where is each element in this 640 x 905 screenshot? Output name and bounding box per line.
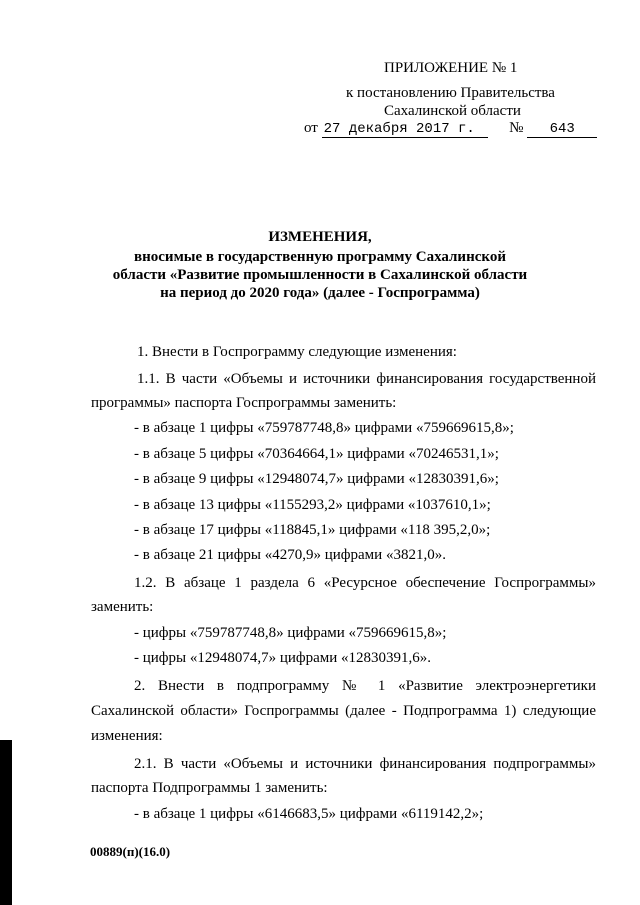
scan-edge-shadow (0, 740, 12, 905)
list-item-8: - цифры «12948074,7» цифрами «12830391,6». (134, 650, 432, 666)
doc-title-line2: вносимые в государственную программу Сахалинской (134, 249, 506, 265)
paragraph-1: 1. Внести в Госпрограмму следующие изменения: (137, 344, 457, 360)
paragraph-1-1-line1: 1.1. В части «Объемы и источники финансирования государственной (137, 371, 596, 387)
list-item-9: - в абзаце 1 цифры «6146683,5» цифрами «6119142,2»; (134, 806, 484, 822)
paragraph-2-line1: 2. Внести в подпрограмму № 1 «Развитие электроэнергетики (134, 678, 596, 694)
list-item-1: - в абзаце 1 цифры «759787748,8» цифрами «759669615,8»; (134, 420, 514, 436)
number-value: 643 (527, 121, 597, 138)
list-item-4: - в абзаце 13 цифры «1155293,2» цифрами «1037610,1»; (134, 497, 491, 513)
list-item-7: - цифры «759787748,8» цифрами «759669615,8»; (134, 625, 447, 641)
paragraph-1-1-line2: программы» паспорта Госпрограммы заменить: (91, 395, 397, 411)
document-code: 00889(п)(16.0) (90, 844, 171, 859)
list-item-2: - в абзаце 5 цифры «70364664,1» цифрами «70246531,1»; (134, 446, 499, 462)
list-item-5: - в абзаце 17 цифры «118845,1» цифрами «118 395,2,0»; (134, 522, 491, 538)
paragraph-2-line2: Сахалинской области» Госпрограммы (далее - Подпрограмма 1) следующие (91, 703, 596, 719)
paragraph-2-1-line1: 2.1. В части «Объемы и источники финансирования подпрограммы» (134, 756, 596, 772)
resolution-ref-line1: к постановлению Правительства (346, 85, 555, 101)
paragraph-2-1-line2: паспорта Подпрограммы 1 заменить: (91, 780, 328, 796)
doc-title-line3: области «Развитие промышленности в Сахалинской области (112, 267, 528, 283)
doc-title: ИЗМЕНЕНИЯ, (268, 229, 372, 245)
paragraph-1-2-line1: 1.2. В абзаце 1 раздела 6 «Ресурсное обеспечение Госпрограммы» (134, 575, 596, 591)
paragraph-1-2-line2: заменить: (91, 599, 154, 615)
date-row (304, 120, 597, 138)
date-value: 27 декабря 2017 г. (322, 121, 488, 138)
list-item-3: - в абзаце 9 цифры «12948074,7» цифрами «12830391,6»; (134, 471, 499, 487)
paragraph-2-line3: изменения: (91, 728, 163, 744)
doc-title-line4: на период до 2020 года» (далее - Госпрограмма) (160, 285, 480, 301)
appendix-label: ПРИЛОЖЕНИЕ № 1 (384, 60, 518, 76)
date-prefix: от (304, 120, 318, 136)
list-item-6: - в абзаце 21 цифры «4270,9» цифрами «3821,0». (134, 547, 446, 563)
number-prefix: № (509, 120, 524, 136)
resolution-ref-line2: Сахалинской области (384, 103, 521, 119)
